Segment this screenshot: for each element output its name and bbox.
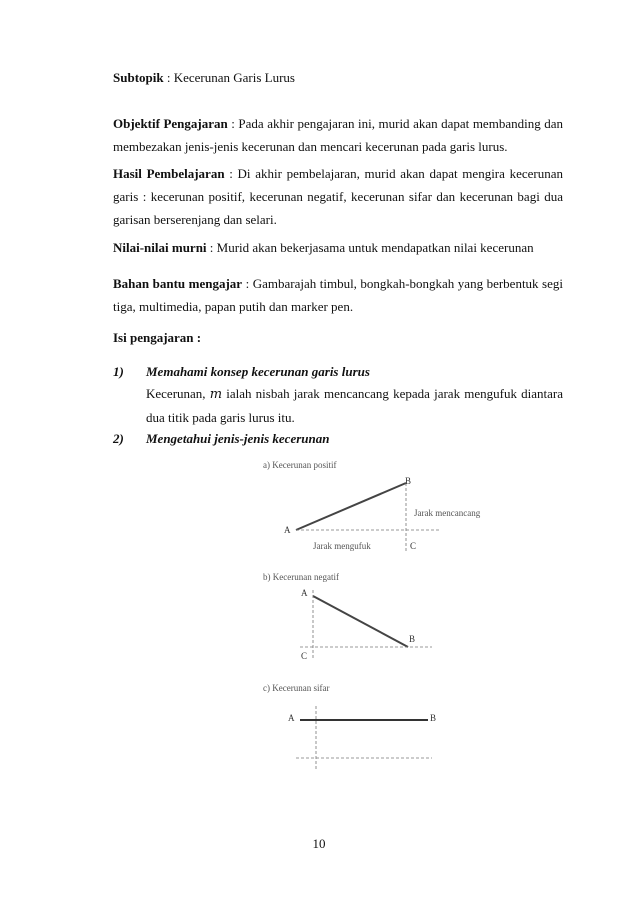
horizontal-distance-label: Jarak mengufuk [313,541,371,551]
nilai-label: Nilai-nilai murni [113,240,207,255]
figure-c-caption: c) Kecerunan sifar [263,683,330,693]
objektif-text: : Pada akhir pengajaran ini, murid akan dapat membanding dan membezakan jenis-jenis kecerunan dan mencari kecerunan pada garis lurus. [113,116,563,154]
objektif-label: Objektif Pengajaran [113,116,228,131]
isi-label: Isi pengajaran : [113,330,202,345]
subtopik-label: Subtopik [113,70,164,85]
figure-b-point-b: B [409,634,416,644]
figure-zero-gradient [263,683,436,770]
item-1-title: Memahami konsep kecerunan garis lurus [146,364,370,379]
vertical-distance-label: Jarak mencancang [414,508,481,518]
positive-gradient-line [296,483,406,530]
item-1-body-pre: Kecerunan, [146,386,210,401]
negative-gradient-line [313,596,408,647]
figure-c-point-a: A [288,713,295,723]
nilai-text: : Murid akan bekerjasama untuk mendapatkan nilai kecerunan [206,240,534,255]
item-2-title: Mengetahui jenis-jenis kecerunan [146,431,330,446]
figure-positive-gradient [263,460,481,553]
page-number: 10 [312,836,326,851]
hasil-text: : Di akhir pembelajaran, murid akan dapat mengira kecerunan garis : kecerunan positif, kecerunan negatif, kecerunan sifar dan kecerunan bagi dua garisan berserenjang dan selari. [113,166,563,227]
hasil-label: Hasil Pembelajaran [113,166,225,181]
figure-a-point-c: C [410,541,417,551]
figure-b-point-c: C [301,651,308,661]
figure-a-caption: a) Kecerunan positif [263,460,337,470]
subtopik-text: : Kecerunan Garis Lurus [163,70,295,85]
bahan-label: Bahan bantu mengajar [113,276,243,291]
item-1-number: 1) [113,364,124,379]
figure-c-point-b: B [430,713,437,723]
figure-b-point-a: A [301,588,308,598]
figure-b-caption: b) Kecerunan negatif [263,572,339,582]
bahan-text: : Gambarajah timbul, bongkah-bongkah yang berbentuk segi tiga, multimedia, papan putih dan marker pen. [113,276,563,314]
gradient-variable: m [209,387,223,402]
item-2-number: 2) [113,431,124,446]
figure-a-point-b: B [405,476,412,486]
figure-a-point-a: A [284,525,291,535]
figure-negative-gradient [263,572,432,661]
item-1-body-post: ialah nisbah jarak mencancang kepada jarak mengufuk diantara dua titik pada garis lurus itu. [146,386,563,425]
